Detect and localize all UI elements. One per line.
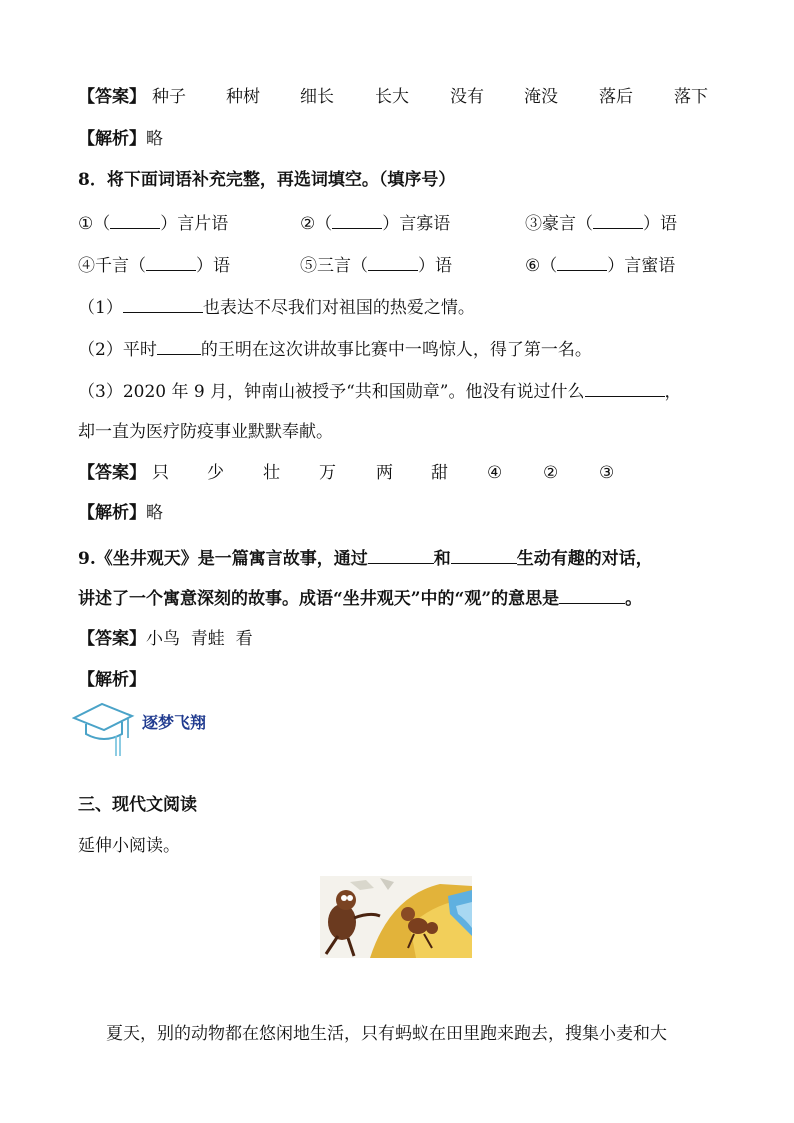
q8-options-row-2	[78, 252, 718, 276]
q9-answer	[78, 627, 253, 651]
option-1: ①（ ）言片语	[78, 210, 228, 236]
option-3: ③豪言（ ）语	[525, 210, 677, 236]
answer-word: 没有	[450, 87, 484, 107]
option-4: ④千言（ ）语	[78, 252, 230, 278]
answer-word: 种树	[226, 87, 260, 107]
q8-sub-3-line-1: （3）2020 年 9 月，钟南山被授予“共和国勋章”。他没有说过什么 ，	[78, 378, 682, 404]
answer-label: 【答案】	[78, 629, 146, 649]
answer-word: 长大	[375, 87, 409, 107]
q8-analysis	[78, 501, 163, 525]
analysis-label: 【解析】	[78, 129, 146, 149]
q8-prompt: 8．将下面词语补充完整，再选词填空。（填序号）	[78, 170, 456, 190]
answer-word: 落后	[599, 87, 633, 107]
q7-answer-row	[78, 85, 738, 109]
answer-label: 【答案】	[78, 87, 146, 107]
q8-options-row-1	[78, 210, 718, 234]
q8-sub-1: （1） 也表达不尽我们对祖国的热爱之情。	[78, 294, 475, 320]
analysis-text: 略	[146, 129, 163, 149]
answer-text: 小鸟 青蛙 看	[146, 629, 253, 649]
section-intro: 延伸小阅读。	[78, 836, 180, 856]
q8-sub-3-line-2: 却一直为医疗防疫事业默默奉献。	[78, 422, 333, 442]
answer-item: ③	[599, 463, 615, 483]
section-title: 三、现代文阅读	[78, 795, 197, 815]
analysis-label: 【解析】	[78, 503, 146, 523]
ant-illustration-image	[320, 876, 472, 958]
q9-line-1: 9.《坐井观天》是一篇寓言故事，通过 和 生动有趣的对话，	[78, 545, 653, 571]
answer-label: 【答案】	[78, 463, 146, 483]
analysis-text: 略	[146, 503, 163, 523]
logo-text: 逐梦飞翔	[142, 713, 207, 732]
answer-item: 万	[319, 463, 336, 483]
answer-item: 少	[207, 463, 224, 483]
answer-word: 种子	[152, 87, 186, 107]
answer-item: 只	[152, 463, 169, 483]
q8-sub-2: （2）平时 的王明在这次讲故事比赛中一鸣惊人，得了第一名。	[78, 336, 592, 362]
q7-analysis	[78, 127, 163, 151]
answer-item: ④	[487, 463, 503, 483]
option-2: ②（ ）言寡语	[300, 210, 450, 236]
q9-analysis-label: 【解析】	[78, 670, 146, 690]
answer-word: 落下	[674, 87, 708, 107]
answer-item: 壮	[263, 463, 280, 483]
option-5: ⑤三言（ ）语	[300, 252, 452, 278]
answer-word: 淹没	[524, 87, 558, 107]
reading-paragraph: 夏天，别的动物都在悠闲地生活，只有蚂蚁在田里跑来跑去，搜集小麦和大	[106, 1024, 667, 1044]
q9-line-2: 讲述了一个寓意深刻的故事。成语“坐井观天”中的“观”的意思是 。	[78, 585, 642, 611]
option-6: ⑥（ ）言蜜语	[525, 252, 675, 278]
q8-answer-row	[78, 461, 678, 485]
answer-item: ②	[543, 463, 559, 483]
answer-word: 细长	[300, 87, 334, 107]
answer-item: 两	[376, 463, 393, 483]
answer-item: 甜	[431, 463, 448, 483]
